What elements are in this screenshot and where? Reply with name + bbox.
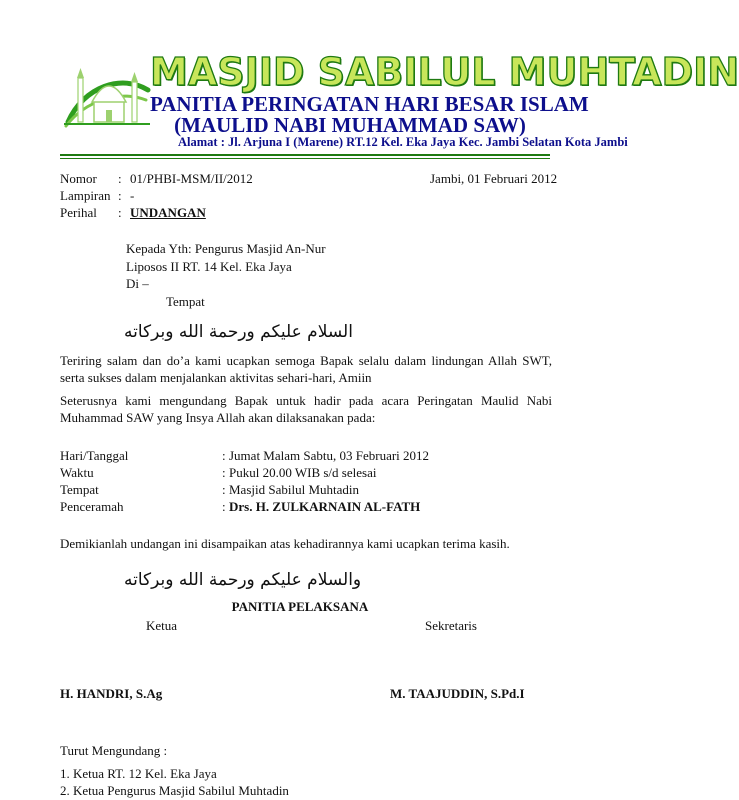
detail-value-date: Jumat Malam Sabtu, 03 Februari 2012 [229,448,430,463]
perihal-value: UNDANGAN [130,205,206,220]
detail-colon: : [222,482,226,497]
mosque-icon [62,60,152,130]
chair-name: H. HANDRI, S.Ag [60,686,163,701]
lampiran-label: Lampiran [60,188,111,203]
detail-value-place: Masjid Sabilul Muhtadin [229,482,359,497]
lampiran-value: - [130,188,135,203]
perihal-label: Perihal [60,205,97,220]
masjid-name-title: MASJID SABILUL MUHTADIN [150,50,739,94]
detail-label-speaker: Penceramah [60,499,124,514]
letterhead-address: Alamat : Jl. Arjuna I (Marene) RT.12 Kel. Eka Jaya Kec. Jambi Selatan Kota Jambi [178,135,628,149]
detail-colon: : [222,499,226,514]
nomor-label: Nomor [60,171,97,186]
nomor-colon: : [118,171,122,186]
list-item: 2. Ketua Pengurus Masjid Sabilul Muhtadin [60,783,289,798]
paragraph-1: Teriring salam dan do’a kami ucapkan semoga Bapak selalu dalam lindungan Allah SWT, serta sukses dalam menjalankan aktivitas sehari-hari, Amiin [60,353,552,385]
cc-title: Turut Mengundang : [60,743,168,758]
paragraph-2: Seterusnya kami mengundang Bapak untuk hadir pada acara Peringatan Maulid Nabi Muhammad SAW yang Insya Allah akan dilaksanakan pada: [60,393,552,425]
recipient-line-3: Di – [126,276,149,291]
lampiran-colon: : [118,188,122,203]
opening-greeting: السلام عليكم ورحمة الله وبركاته [124,322,353,342]
paragraph-3: Demikianlah undangan ini disampaikan atas kehadirannya kami ucapkan terima kasih. [60,536,510,551]
closing-greeting: والسلام عليكم ورحمة الله وبركاته [124,570,362,590]
recipient-line-4: Tempat [166,294,205,309]
letterhead-rule-thick [60,154,550,156]
secretary-role: Sekretaris [425,618,477,633]
detail-colon: : [222,465,226,480]
committee-name: PANITIA PERINGATAN HARI BESAR ISLAM [150,92,589,116]
list-item: 1. Ketua RT. 12 Kel. Eka Jaya [60,766,217,781]
detail-colon: : [222,448,226,463]
committee-title: PANITIA PELAKSANA [231,599,369,614]
letterhead-rule-thin [60,158,550,159]
detail-label-date: Hari/Tanggal [60,448,129,463]
detail-value-time: Pukul 20.00 WIB s/d selesai [229,465,377,480]
recipient-line-1: Kepada Yth: Pengurus Masjid An-Nur [126,241,326,256]
letter-date: Jambi, 01 Februari 2012 [430,171,558,186]
chair-role: Ketua [146,618,178,633]
detail-value-speaker: Drs. H. ZULKARNAIN AL-FATH [229,499,421,514]
perihal-colon: : [118,205,122,220]
event-name: (MAULID NABI MUHAMMAD SAW) [174,113,526,137]
detail-label-place: Tempat [60,482,99,497]
secretary-name: M. TAAJUDDIN, S.Pd.I [390,686,525,701]
detail-label-time: Waktu [60,465,94,480]
nomor-value: 01/PHBI-MSM/II/2012 [130,171,253,186]
recipient-line-2: Liposos II RT. 14 Kel. Eka Jaya [126,259,292,274]
